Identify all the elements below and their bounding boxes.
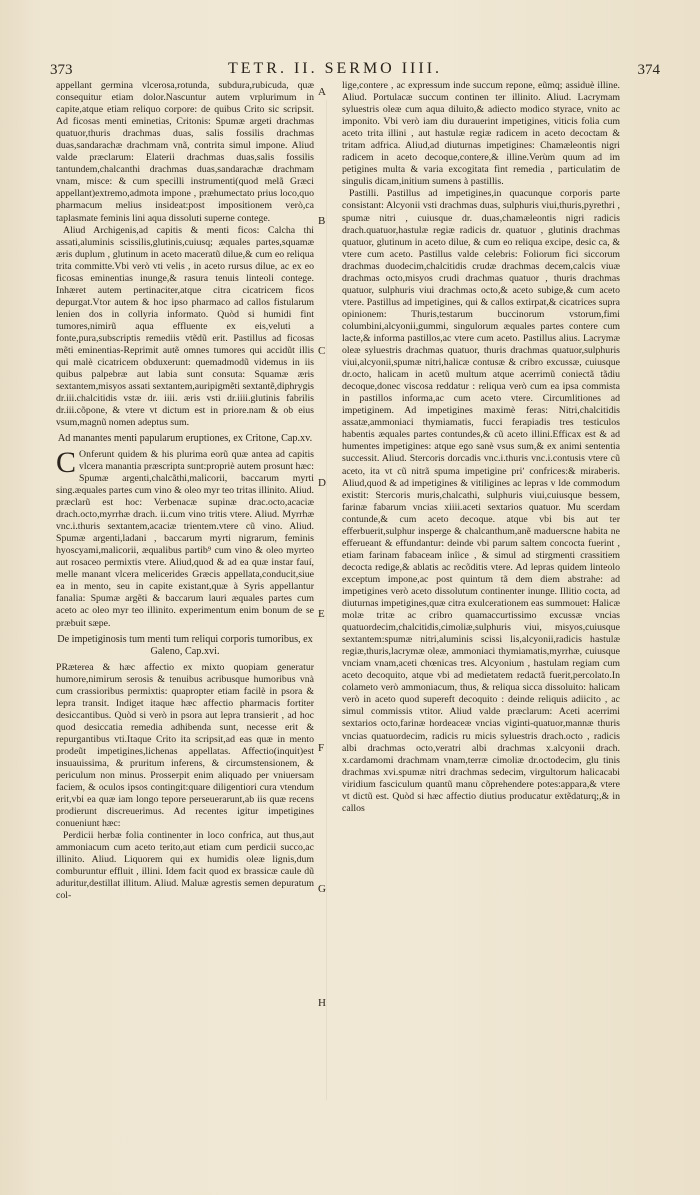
page-header <box>50 58 660 82</box>
paragraph: lige,contere , ac expressum inde succum repone, eũmq; assiduè illine. Aliud. Portulacæ succum continen ter illinito. Aliud. Lacrymam syluestris oleæ cum aqua diluito,& adiecto modico styrace, vnito ac imponito. Vbi verò iam diu durauerint impetigines, viticis folia cum aceto trita illini , aut hastulæ regiæ radicem in aceto decoctam & tritam adfrica. Aliud,ad diuturnas impetigines: Chamæleontis nigri radicem in aceto decoque,contere,& illine.Verùm quum ad im petigines multa & varia excogitata fint remedia , particulatim de singulis dicam,initium sumens à pastillis. <box>342 80 620 188</box>
page-number-left: 373 <box>50 62 73 78</box>
paragraph: Aliud Archigenis,ad capitis & menti ficos: Calcha thi assati,aluminis scissilis,glutinis,cuiusq; æquales partes,squamæ æris duplum , glutinum in aceto maceratũ dilue,& cum eo reliqua trita committe.Vbi verò vti velis , in aceto rursus dilue, ac ex eo ficosas eminentias inunge,& rasura tenuis linteoli contege. Inhæret autem pertinaciter,atque citra cicatricem ficos depurgat.Vtor autem & hoc ipso pharmaco ad callos fistularum lenien dos in collyria informato. Quòd si humidi fint tumores,nimirũ aqua effluente ex eis,veluti a fonte,pura,subscriptis remediis vtẽdũ erit. Pastillus ad ficosas mẽti eminentias-Reprimit autẽ omnes tumores qui accidũt illis qui malè cicatricem obduxerunt: quemadmodũ videmus in iis quibus palpebræ aut labia sunt consuta: Squamæ æris sextantem,misyos assati sextantem,auripigmẽti sextantẽ,diphrygis dr.iii.chalcitidis vstæ dr. iiii. æris vsti dr.iiii.glutinis fabrilis dr.iii.cõpone, & vtere vt dictum est in priore.nam & ob eius vsum,magnũ nomen adeptus sum. <box>56 224 314 429</box>
paragraph: PRæterea & hæc affectio ex mixto quopiam generatur humore,nimirum serosis & tenuibus acribusque humoribus vnà cum crassioribus permixtis: quapropter etiam facilè in psora & lepra transit. Indiget itaque hæc affectio pharmacis fortiter desiccantibus. Quòd si verò in psora aut lepra transierit , ad hoc quod desiccatia remedia adhibenda sunt, necesse erit & repurgantibus vti.Itaque Crito ita scripsit,ad eas quæ in mento prodeũt impetigines,lichenas appellatas. Affectio(inquit)est insuauissima, & pruritum inferens, & circumstensionem, & periculum non minus. Prosserpit enim aliquado per vniuersam faciem, & oculos ipsos contingit:quare diligentiori cura vtendum erit,vbi ea quæ iam longo tepore perseuerarunt,ab iis quæ recens prodierunt discreuerimus. Ad recentes igitur impetigines conueniunt hæc: <box>56 661 314 830</box>
margin-letters <box>318 80 334 1120</box>
page-number-right: 374 <box>637 62 660 78</box>
margin-letter: D <box>318 477 326 489</box>
margin-letter: H <box>318 997 326 1009</box>
margin-letter: E <box>318 608 325 620</box>
paragraph: appellant germina vlcerosa,rotunda, subdura,rubicuda, quæ consequitur etiam dolor.Nascuntur autem vrplurimum in capite,atque etiam reliquo corpore: de quibus Crito sic scripsit. Ad ficosas menti eminetias, Critonis: Spumæ argeti drachmas quatuor,thuris drachmas duas, salis fossilis drachmas duas,sandarachæ drachmam vnã, contrita simul impone. Aliud valde præclarum: Elaterii drachmas duas,salis fossilis tantundem,chalcanthi drachmas duas,sandarachæ drachmam vnam, misce: & cum specilli instrumenti(quod melã Græci appellant)extremo,admota impone , præhumectato prius loco,quo pharmacum melius insideat:post impositionem verò,ca taplasmate feminis lini aqua dissoluti superne contege. <box>56 80 314 224</box>
chapter-heading: De impetiginosis tum menti tum reliqui corporis tumoribus, ex Galeno, Cap.xvi. <box>57 633 313 658</box>
running-title: TETR. II. SERMO IIII. <box>227 60 443 77</box>
margin-letter: B <box>318 215 326 227</box>
margin-letter: F <box>318 742 325 754</box>
right-column <box>342 80 620 1120</box>
paragraph: Pastilli. Pastillus ad impetigines,in quacunque corporis parte consistant: Alcyonii vsti drachmas duas, sulphuris viui,thuris,pyrethri , spumæ nitri , cuiusque dr. duas,chamæleontis nigri radicis drach.quatuor,hastulæ regiæ radicis dr. quatuor , glutinis drachmas quatuor, glutinum in aceto dilue, & cum eo reliqua excipe, desic ca, & vtere cum aceto. Pastillus valde celebris: Foliorum fici siccorum drachmas duodecim,chalcitidis crudæ drachmas decem,calcis viuæ drachmas octo,misyos crudi drachmas quatuor , thuris drachmas quatuor, sulphuris viui drachmas octo,& aceto subige,& cum aceto vtere. Pastillus ad impetigines, qui & callos extirpat,& cicatrices supra opinionem: Thuris,testarum buccinorum vstorum,fimi columbini,alcyonii,gummi, singulorum æquales partes contere cum lacte,& informa pastillos,ac vtere cum aceto. Pastillus alius. Lacrymæ oleæ syluestris drachmas quatuor, thuris drachmas quatuor,sulphuris viui,alcyonii,spumæ nitri,halicæ contusæ & cribro excussæ, cuiusque dr.octo, halicam in acetũ multum atque acerrimũ coniectã tãdiu decoque,donec viscosa reddatur : reliqua verò cum ea ipsa commista in pastillos informa,ac cum aceto vtere. Circumlitiones ad impetiginem. Ad impetigines maximè feras: Nitri,chalcitidis assatæ,ammoniaci thymiamatis, fucci ferapiadis tres testiculos habentis æquales partes contundes,& cũ aceto illini.Efficax est & ad humentes impetigines: atque ego sanè vsus sum,& ex animi sententia successit. Aliud. Stercoris dorcadis vnc.i.thuris vnc.i.contusis vtere cũ aceto, ita vt cũ nitrã spuma impetigine priʹ confrices:& miraberis. Aliud,quod & ad impetigines & vitiligines ac lepras v lde commodum existit: Stercoris muris,chalcathi, sulphuris viui,cuiusque bessem, farinæ fabarum vncias xiiii.aceti sextarios quatuor. Mu scerdam contunde,& cum aceto decoque. atque vbi bis aut ter efferbuerit,sulphur insperge & chalcanthum,anẽ maduerscne habita ne efferueant & effundantur: deinde vbi parum saltem concocta fuerint , etiam farinam fabaceam inîice , & simul ad stirgmenti crassitiem decocta redige,& ablatis ac recõditis vtere. Ad lepras quidem linteolo exceptum impone,ac post quintum tã dem diem abstrahe: ad impetigines verò aceto dissolutum continenter inunge. Illitio cocta, ad diuturnas impetigines,quæ citra exulcerationem eas summouet: Halicæ molæ tritæ ac cribro quamaccurtissimo excussæ vncias quatuordecim,chalcitidis,cimoliæ,sulphuris viui, misyos,cuiusque sextantem:spumæ nitri,aluminis scissi lis,alcyonii,radicis hastulæ regiæ,thuris,lacrymæ oleæ, ammoniaci thymiamatis,myrrhæ, cuiusque vnciam vnam,aceti chœnicas tres. Alcyonium , hastulam regiam cum aceto decoquito, atque vbi ad medietatem redactã fuerit,percolato.In colameto verò ammoniacum, thus, & reliqua sicca dissoluito: halicam verò in aceto quod supereft decoquito : deinde reliquis adiicito , ac simul commissis vtitor. Aliud valde præclarum: Aceti acerrimi sextarios octo,farinæ hordeaceæ vncias viginti-quatuor,mannæ thuris vncias quatuordecim, radicis ru micis syluestris drach.octo , radicis albi drachmas octo,veratri albi drachmas x.alcyonii drach. x.cardamomi drachmam vnam,terræ cimoliæ dr.octodecim, glu tinis drachmas xvi.spumæ nitri drachmas sedecim, virgultorum halicacabi viridium fasciculum quantũ manu cõprehendere potes:appara,& vtere vt dictũ est. Quòd si hæc affectio diutius producatur extẽdaturq;,& in callos <box>342 188 620 814</box>
paragraph <box>56 445 314 630</box>
left-column <box>56 80 314 1120</box>
margin-letter: C <box>318 345 326 357</box>
paragraph: Perdicii herbæ folia continenter in loco confrica, aut thus,aut ammoniacum cum aceto terito,aut etiam cum perdicii succo,ac illinito. Aliud. Liquorem qui ex humidis oleæ lignis,dum comburuntur effluit , illini. Idem facit quod ex brassicæ caule dũ aduritur,destillat illitum. Aliud. Maluæ agrestis semen depuratum col- <box>56 830 314 902</box>
paragraph-text: Onferunt quidem & his plurima eorũ quæ antea ad capitis vlcera manantia præscripta sunt:propriè autem prosunt hæc: Spumæ argenti,chalcãthi,malicorii, baccarum myrti sing.æquales partes cum vino & oleo myr teo tritas illinito. Aliud. præclarũ est hoc: Verbenacæ supinæ drac.octo,acaciæ drach.octo,myrrhæ drach. ii.cum vino tritis vtere. Aliud. Myrrhæ vnc.i.thuris sextantem,acaciæ trientem.vtere cũ vino. Aliud. Spumæ argenti,ladani , baccarum myrti nigrarum, feminis hyoscyami,malicorii, æqualibus partib⁹ cum vino & oleo myrteo aut rosaceo permixtis vtere. Aliud,quod & ad ea quæ instar fauí, melle manant vlcera melicerides Græcis appellata,conducit,siue ea in mento, seu in capite existant,quæ à Syris appellantur fanalia: Spumæ argẽti & baccarum lauri æquales partes cum aceto ac oleo myr teo illinito. experimentum enim bonum de se præbuit sæpe. <box>56 448 314 629</box>
drop-cap: C <box>56 445 77 479</box>
chapter-heading: Ad manantes menti papularum eruptiones, ex Critone, Cap.xv. <box>57 433 313 445</box>
margin-letter: G <box>318 883 326 895</box>
margin-letter: A <box>318 86 326 98</box>
